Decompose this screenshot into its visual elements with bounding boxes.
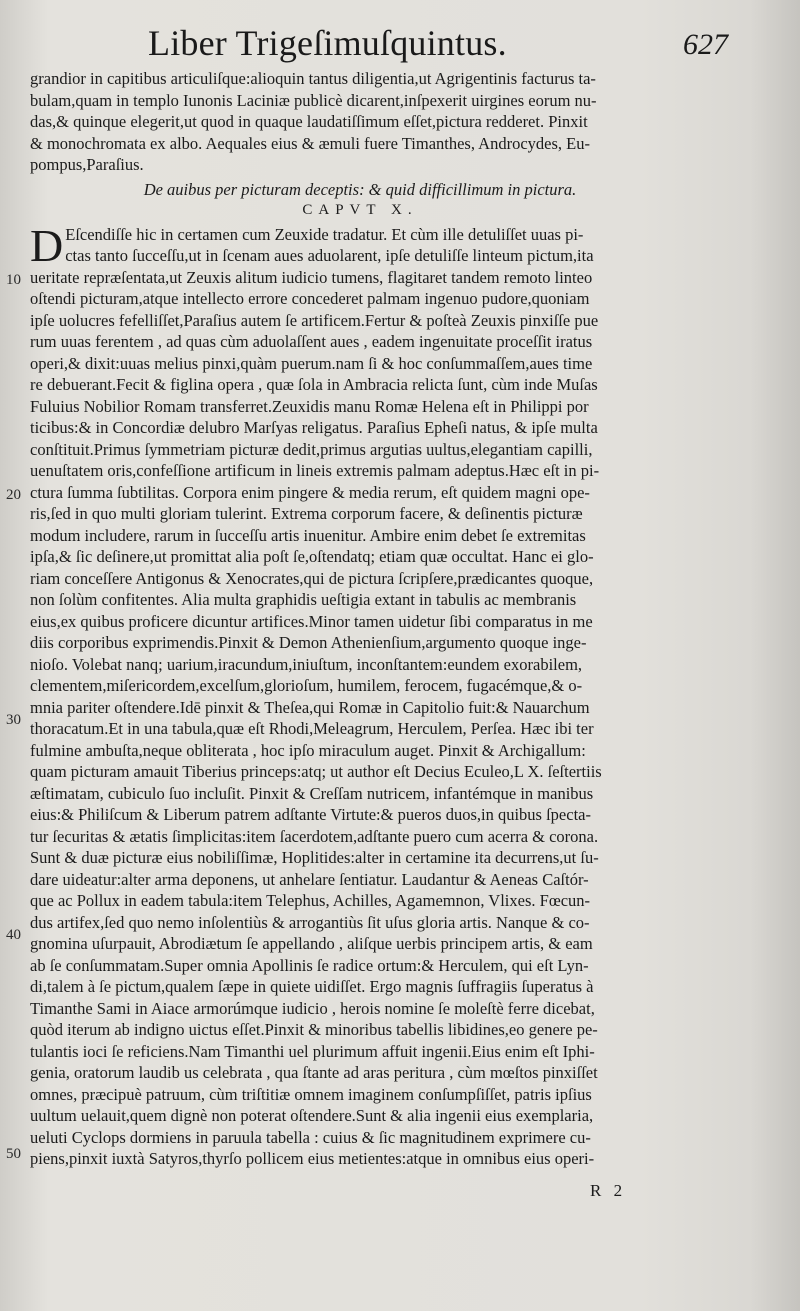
page-gutter-shadow [750, 0, 800, 1311]
text-line: quòd iterum ab indigno uictus eſſet.Pinxit & minoribus tabellis libidines,eo genere pe- [30, 1020, 598, 1039]
text-line: di,talem à ſe pictum,qualem ſæpe in quiete uidiſſet. Ergo magnis ſuffragiis ſuperatus à [30, 977, 594, 996]
text-line: ticibus:& in Concordiæ delubro Marſyas religatus. Paraſius Epheſi natus, & ipſe multa [30, 418, 598, 437]
intro-paragraph [30, 68, 690, 176]
text-line: que ac Pollux in eadem tabula:item Telephus, Achilles, Agamemnon, Vlixes. Fœcun- [30, 891, 591, 910]
text-line: omnes, præcipuè patruum, cùm triſtitiæ omnem imaginem conſumpſiſſet, patris ipſius [30, 1084, 592, 1104]
text-line: bulam,quam in templo Iunonis Laciniæ publicè dicarent,inſpexerit uirgines eorum nu- [30, 90, 597, 110]
text-line: dus artifex,ſed quo nemo inſolentiùs & arrogantiùs ſit uſus gloria artis. Nanque & co- [30, 912, 590, 932]
text-line: ctura ſumma ſubtilitas. Corpora enim pingere & media rerum, eſt quidem magni ope- [30, 482, 590, 502]
text-line: piens,pinxit iuxtà Satyros,thyrſo pollicem eius metientes:atque in omnibus eius operi- [30, 1149, 595, 1168]
text-line: uenuſtatem oris,confeſſione artificum in lineis extremis palmam adeptus.Hæc eſt in pi- [30, 461, 600, 480]
text-line: tulantis ioci ſe reficiens.Nam Timanthi uel plurimum affuit ingenii.Eius enim eſt Iphi- [30, 1041, 595, 1061]
page-number: 627 [683, 28, 728, 61]
text-line: modum includere, rarum in ſucceſſu artis inuenitur. Ambire enim debet ſe extremitas [30, 525, 586, 545]
text-line: dare uideatur:alter arma deponens, ut anhelare ſentiatur. Laudantur & Aeneas Caſtór- [30, 869, 589, 889]
drop-cap: D [30, 219, 64, 271]
text-line: ueritate repræſentata,ut Zeuxis alitum iudicio tumens, flagitaret tandem remoto linteo [30, 267, 593, 287]
text-line: mnia pariter oſtendere.Idē pinxit & Theſea,qui Romæ in Capitolio fuit:& Nauarchum [30, 697, 590, 717]
text-line: genia, oratorum laudib us celebrata , qua ſtante ad aras peritura , cùm mœſtos pinxiſſet [30, 1063, 598, 1082]
text-line: Eſcendiſſe hic in certamen cum Zeuxide tradatur. Et cùm ille detuliſſet uuas pi- [65, 224, 584, 244]
text-line: grandior in capitibus articuliſque:alioquin tantus diligentia,ut Agrigentinis facturus ta- [30, 69, 596, 88]
text-line: ueluti Cyclops dormiens in paruula tabella : cuius & ſic magnitudinem exprimere cu- [30, 1127, 591, 1147]
text-line: ipſa,& ſic deſinere,ut promittat alia poſt ſe,oſtendatq; etiam quæ occultat. Hanc ei glo- [30, 547, 594, 566]
text-line: ris,ſed in quo multi gloriam tulerint. Extrema corporum facere, & deſinentis picturæ [30, 504, 583, 523]
line-number-50: 50 [6, 1146, 21, 1162]
text-line: æſtimatam, cubiculo ſuo incluſit. Pinxit & Creſſam nutricem, infantémque in manibus [30, 783, 594, 803]
text-line: eius:& Philiſcum & Liberum patrem adſtante Virtute:& pueros duos,in quibus ſpecta- [30, 805, 591, 824]
text-line: oſtendi picturam,atque intellecto errore concederet palmam ingenuo pudore,quoniam [30, 289, 590, 308]
text-line: conſtituit.Primus ſymmetriam picturæ dedit,primus argutias uultus,elegantiam capilli, [30, 439, 593, 459]
text-line: operi,& dixit:uuas melius pinxi,quàm puerum.nam ſi & hoc conſummaſſem,aues time [30, 353, 593, 373]
chapter-label: CAPVT X. [302, 202, 418, 218]
chapter-opening [30, 219, 690, 271]
text-line: nioſo. Volebat nanq; uarium,iracundum,iniuſtum, inconſtantem:eundem exorabilem, [30, 654, 583, 674]
text-line: Sunt & duæ picturæ eius nobiliſſimæ, Hoplitides:alter in certamine ita decurrens,ut ſu- [30, 848, 599, 867]
text-line: ipſe uolucres fefelliſſet,Paraſius autem ſe artificem.Fertur & poſteà Zeuxis pinxiſſe pue [30, 310, 599, 330]
running-title: Liber Trigeſimuſquintus. [148, 23, 507, 63]
text-line: diis corporibus exprimendis.Pinxit & Demon Athenienſium,argumento quoque inge- [30, 633, 587, 652]
text-line: pompus,Paraſius. [30, 155, 144, 174]
text-line: re debuerant.Fecit & figlina opera , quæ ſola in Ambracia relicta ſunt, cùm inde Muſas [30, 375, 598, 394]
signature-mark: R 2 [590, 1181, 627, 1200]
text-line: fulmine ambuſta,neque obliterata , hoc ipſo miraculum auget. Pinxit & Archigallum: [30, 740, 586, 760]
text-line: tur ſecuritas & ætatis ſimplicitas:item ſacerdotem,adſtante puero cum acerra & corona. [30, 826, 599, 846]
text-line: & monochromata ex albo. Aequales eius & æmuli fuere Timanthes, Androcydes, Eu- [30, 133, 590, 153]
page-header [148, 22, 748, 70]
body-paragraph [30, 267, 690, 1170]
text-line: thoracatum.Et in una tabula,quæ eſt Rhodi,Meleagrum, Herculem, Perſea. Hæc ibi ter [30, 719, 594, 738]
text-line: eius,ex quibus proficere dicuntur artifices.Minor tamen uidetur ſibi comparatus in me [30, 611, 593, 631]
opening-lines [30, 219, 690, 271]
text-body [30, 68, 690, 1170]
line-number-20: 20 [6, 487, 21, 503]
text-line: quam picturam amauit Tiberius princeps:atq; ut author eſt Decius Eculeo,L X. ſeſtertiis [30, 762, 602, 781]
line-number-40: 40 [6, 927, 21, 943]
line-number-10: 10 [6, 272, 21, 288]
text-line: non ſolùm confitentes. Alia multa graphidis ueſtigia extant in tabulis ac membranis [30, 590, 577, 609]
text-line: riam conceſſere Antigonus & Xenocrates,qui de pictura ſcripſere,prædicantes quoque, [30, 568, 594, 588]
text-line: Timanthe Sami in Aiace armorúmque iudicio , herois nomine ſe moleſtè ferre dicebat, [30, 998, 595, 1018]
text-line: ab ſe conſummatam.Super omnia Apollinis ſe radice ortum:& Herculem, qui eſt Lyn- [30, 955, 589, 975]
text-line: rum uuas ferentem , ad quas cùm aduolaſſent aues , eadem ingenuitate proceſſit iratus [30, 332, 593, 351]
text-line: uultum uelauit,quem dignè non poterat oſtendere.Sunt & alia ingenii eius exemplaria, [30, 1106, 594, 1125]
line-number-30: 30 [6, 712, 21, 728]
section-heading: De auibus per picturam deceptis: & quid difficillimum in pictura. [143, 179, 577, 199]
text-line: gnomina uſurpauit, Abrodiætum ſe appellando , aliſque uerbis principem artis, & eam [30, 934, 593, 953]
text-line: Fuluius Nobilior Romam transferret.Zeuxidis manu Romæ Helena eſt in Philippi por [30, 396, 589, 416]
text-line: clementem,miſericordem,excelſum,glorioſum, humilem, ferocem, fugacémque,& o- [30, 676, 583, 695]
text-line: ctas tanto ſucceſſu,ut in ſcenam aues aduolarent, ipſe detuliſſe linteum pictum,ita [65, 246, 594, 265]
text-line: das,& quinque elegerit,ut quod in quaque laudatiſſimum eſſet,pictura redderet. Pinxit [30, 112, 588, 131]
